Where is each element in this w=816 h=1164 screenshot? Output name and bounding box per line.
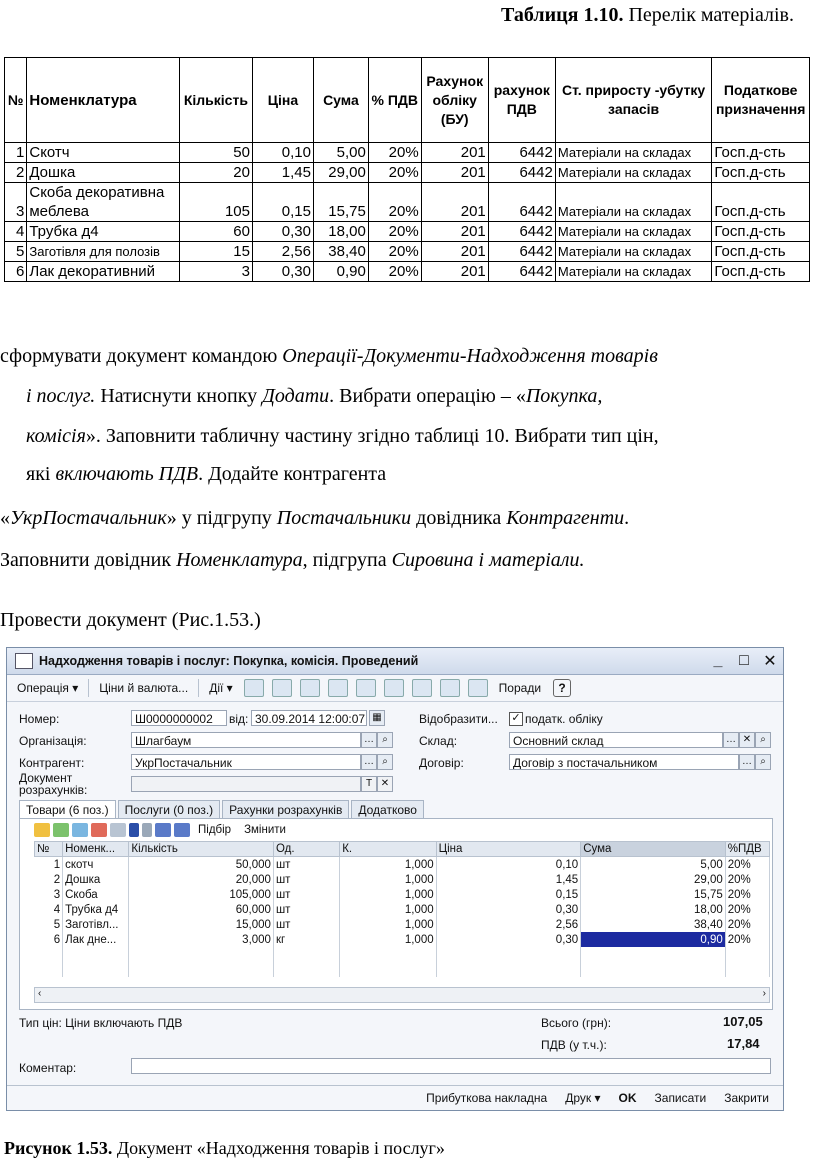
grid-header-row — [35, 842, 770, 857]
grid-cell[interactable]: 3,000 — [129, 932, 274, 947]
materials-row — [5, 183, 810, 222]
materials-cell: 20 — [179, 163, 252, 183]
window-titlebar — [7, 648, 783, 675]
print-menu[interactable]: Друк ▾ — [565, 1091, 601, 1105]
grid-cell[interactable]: 1,000 — [340, 872, 436, 887]
mt-h4: Сума — [313, 58, 368, 143]
contract-search-icon[interactable]: ⌕ — [755, 754, 771, 770]
number-field[interactable]: Ш0000000002 — [131, 710, 227, 726]
end-edit-icon[interactable] — [110, 823, 126, 837]
create-based-icon[interactable] — [384, 679, 404, 697]
grid-cell[interactable]: 0,90 — [581, 932, 726, 947]
mt-h9: Податкове призначення — [712, 58, 810, 143]
text: » у підгрупу — [166, 507, 277, 529]
grid-cell[interactable]: 3 — [35, 887, 63, 902]
gh-nom[interactable]: Номенк... — [63, 842, 129, 857]
materials-cell: Заготівля для полозів — [27, 242, 179, 262]
materials-cell: 18,00 — [313, 222, 368, 242]
grid-cell[interactable]: скотч — [63, 857, 129, 873]
horizontal-scrollbar[interactable] — [34, 987, 770, 1003]
contractor-field[interactable]: УкрПостачальник — [131, 754, 361, 770]
materials-cell: 6442 — [488, 262, 555, 282]
materials-cell: Скотч — [27, 143, 179, 163]
materials-cell: 3 — [5, 183, 27, 222]
materials-row — [5, 163, 810, 183]
materials-cell: 6442 — [488, 163, 555, 183]
materials-cell: 20% — [368, 163, 421, 183]
materials-cell: Трубка д4 — [27, 222, 179, 242]
contract-select-button[interactable]: … — [739, 754, 755, 770]
materials-cell: 3 — [179, 262, 252, 282]
materials-cell: 50 — [179, 143, 252, 163]
settlement-type-icon[interactable]: T — [361, 776, 377, 792]
materials-cell: Лак декоративний — [27, 262, 179, 282]
text: « — [0, 507, 10, 529]
text: Покупка, — [525, 385, 603, 407]
text: Сировина і матеріали. — [391, 549, 585, 571]
contract-label: Договір: — [419, 756, 464, 770]
grid-cell[interactable]: шт — [273, 857, 339, 873]
settlement-doc-field[interactable] — [131, 776, 361, 792]
tab-settlement-accounts[interactable]: Рахунки розрахунків — [222, 800, 349, 819]
materials-table — [4, 57, 810, 282]
materials-cell: 201 — [421, 143, 488, 163]
mt-h5: % ПДВ — [368, 58, 421, 143]
grid-empty-row — [35, 962, 770, 977]
operation-menu[interactable]: Операція ▾ — [17, 681, 79, 695]
grid-row[interactable] — [35, 902, 770, 917]
materials-cell: Матеріали на складах — [555, 262, 712, 282]
materials-cell: 1 — [5, 143, 27, 163]
grid-cell[interactable]: 0,10 — [436, 857, 581, 873]
materials-row — [5, 222, 810, 242]
vat-label: ПДВ (у т.ч.): — [541, 1038, 607, 1052]
gh-no[interactable]: № — [35, 842, 63, 857]
figure-caption-text: Документ «Надходження товарів і послуг» — [116, 1138, 445, 1158]
materials-row — [5, 143, 810, 163]
grid-cell[interactable]: 2 — [35, 872, 63, 887]
warehouse-search-icon[interactable]: ⌕ — [755, 732, 771, 748]
materials-cell: 20% — [368, 262, 421, 282]
grid-row[interactable] — [35, 932, 770, 947]
text: . Додайте контрагента — [198, 463, 387, 485]
materials-cell: Госп.д-сть — [712, 183, 810, 222]
settle-l2: розрахунків: — [19, 783, 88, 797]
text: Заповнити довідник — [0, 549, 177, 571]
add-row-icon[interactable] — [34, 823, 50, 837]
warehouse-field[interactable]: Основний склад — [509, 732, 723, 748]
receipt-invoice-button[interactable]: Прибуткова накладна — [426, 1091, 548, 1105]
reflect-label: Відобразити... — [419, 712, 498, 726]
tax-accounting-label: податк. обліку — [525, 712, 603, 726]
text: і послуг. — [26, 385, 96, 407]
materials-cell: 201 — [421, 163, 488, 183]
materials-cell: 6442 — [488, 143, 555, 163]
grid-row[interactable] — [35, 887, 770, 902]
warehouse-label: Склад: — [419, 734, 458, 748]
grid-cell[interactable]: 0,30 — [436, 932, 581, 947]
structure-icon[interactable] — [328, 679, 348, 697]
organization-label: Організація: — [19, 734, 87, 748]
grid-cell[interactable]: 20% — [725, 857, 769, 873]
comment-label: Коментар: — [19, 1061, 77, 1075]
materials-cell: 201 — [421, 183, 488, 222]
materials-cell: 6442 — [488, 222, 555, 242]
materials-cell: 4 — [5, 222, 27, 242]
mt-h6: Рахунок обліку (БУ) — [421, 58, 488, 143]
materials-row — [5, 262, 810, 282]
bottom-toolbar — [7, 1085, 783, 1110]
figure-caption — [4, 1138, 445, 1159]
grid-cell[interactable]: 38,40 — [581, 917, 726, 932]
tips-label: Поради — [498, 681, 542, 695]
materials-header-row — [5, 58, 810, 143]
grid-cell[interactable]: 1 — [35, 857, 63, 873]
materials-cell: 20% — [368, 183, 421, 222]
save-button[interactable]: Записати — [654, 1091, 707, 1105]
vat-value: 17,84 — [727, 1036, 760, 1051]
materials-cell: 6442 — [488, 242, 555, 262]
report-icon[interactable] — [440, 679, 460, 697]
instruction-line-2 — [0, 378, 816, 414]
grid-toolbar — [20, 819, 772, 841]
organization-search-icon[interactable]: ⌕ — [377, 732, 393, 748]
materials-cell: 60 — [179, 222, 252, 242]
materials-cell: 201 — [421, 242, 488, 262]
document-window — [6, 647, 784, 1111]
actions-menu[interactable]: Дії ▾ — [209, 681, 233, 695]
maximize-button[interactable]: □ — [739, 652, 749, 669]
grid-cell[interactable]: 20% — [725, 872, 769, 887]
tab-additional[interactable]: Додатково — [351, 800, 424, 819]
document-icon — [15, 653, 33, 669]
grid-cell[interactable]: 20% — [725, 902, 769, 917]
grid-cell[interactable]: 1,000 — [340, 887, 436, 902]
tab-strip — [19, 800, 426, 819]
filter-icon[interactable] — [468, 679, 488, 697]
total-label: Всього (грн): — [541, 1016, 612, 1030]
grid-cell[interactable]: шт — [273, 887, 339, 902]
text: ». Заповнити табличну частину згідно таблиці 10. Вибрати тип цін, — [85, 425, 659, 447]
table-caption-text: Перелік матеріалів. — [628, 4, 794, 26]
materials-cell: Матеріали на складах — [555, 183, 712, 222]
grid-cell[interactable]: 2,56 — [436, 917, 581, 932]
materials-cell: Матеріали на складах — [555, 143, 712, 163]
materials-cell: Матеріали на складах — [555, 163, 712, 183]
grid-cell[interactable]: 1,000 — [340, 917, 436, 932]
text: Додати — [262, 385, 330, 407]
gh-unit[interactable]: Од. — [273, 842, 339, 857]
pick-button[interactable]: Підбір — [198, 824, 232, 836]
grid-cell[interactable]: 1,000 — [340, 902, 436, 917]
grid-cell[interactable]: шт — [273, 872, 339, 887]
materials-cell: 2,56 — [252, 242, 313, 262]
grid-row[interactable] — [35, 917, 770, 932]
gh-qty[interactable]: Кількість — [129, 842, 274, 857]
materials-cell: Госп.д-сть — [712, 242, 810, 262]
grid-empty-row — [35, 947, 770, 962]
sort-asc-icon[interactable] — [155, 823, 171, 837]
text: , підгрупа — [302, 549, 392, 571]
grid-cell[interactable]: 0,15 — [436, 887, 581, 902]
instruction-line-4 — [0, 456, 816, 492]
grid-cell[interactable]: 20% — [725, 917, 769, 932]
materials-cell: 15 — [179, 242, 252, 262]
instruction-paragraph-2 — [0, 500, 808, 536]
grid-cell[interactable]: 20% — [725, 932, 769, 947]
text: сформувати документ командою — [0, 345, 283, 367]
post-icon[interactable] — [272, 679, 292, 697]
materials-cell: 0,30 — [252, 222, 313, 242]
back-arrow-icon[interactable] — [244, 679, 264, 697]
materials-cell: Матеріали на складах — [555, 222, 712, 242]
materials-cell: Матеріали на складах — [555, 242, 712, 262]
grid-cell[interactable]: 29,00 — [581, 872, 726, 887]
warehouse-select-button[interactable]: … — [723, 732, 739, 748]
comment-field[interactable] — [131, 1058, 771, 1074]
move-down-icon[interactable] — [142, 823, 152, 837]
grid-cell[interactable]: Дошка — [63, 872, 129, 887]
materials-cell: 0,15 — [252, 183, 313, 222]
grid-cell[interactable]: 1,000 — [340, 932, 436, 947]
text: Постачальники — [276, 507, 412, 529]
grid-cell[interactable]: 60,000 — [129, 902, 274, 917]
instruction-paragraph-1 — [0, 338, 808, 374]
grid-cell[interactable]: 1,000 — [340, 857, 436, 873]
text: . — [624, 507, 630, 529]
mt-h2: Кількість — [179, 58, 252, 143]
text: Номенклатура — [176, 549, 303, 571]
prices-currency-button[interactable]: Ціни й валюта... — [99, 681, 189, 695]
mt-h3: Ціна — [252, 58, 313, 143]
materials-cell: Госп.д-сть — [712, 262, 810, 282]
change-button[interactable]: Змінити — [244, 824, 286, 836]
grid-cell[interactable]: 4 — [35, 902, 63, 917]
materials-cell: 0,90 — [313, 262, 368, 282]
text: . Вибрати операцію – « — [329, 385, 526, 407]
figure-caption-label: Рисунок 1.53. — [4, 1138, 113, 1158]
table-caption-label: Таблиця 1.10. — [501, 4, 624, 26]
instruction-paragraph-4: Провести документ (Рис.1.53.) — [0, 609, 261, 631]
date-from-label: від: — [229, 712, 249, 726]
grid-cell[interactable]: 15,000 — [129, 917, 274, 932]
materials-row — [5, 242, 810, 262]
contractor-select-button[interactable]: … — [361, 754, 377, 770]
copy-row-icon[interactable] — [53, 823, 69, 837]
grid-cell[interactable]: 50,000 — [129, 857, 274, 873]
tab-goods[interactable]: Товари (6 поз.) — [19, 800, 116, 819]
tab-services[interactable]: Послуги (0 поз.) — [118, 800, 221, 819]
total-value: 107,05 — [723, 1014, 763, 1029]
mt-h1: Номенклатура — [27, 58, 179, 143]
contractor-search-icon[interactable]: ⌕ — [377, 754, 393, 770]
main-toolbar — [7, 675, 783, 702]
materials-cell: 20% — [368, 222, 421, 242]
text: Контрагенти — [506, 507, 625, 529]
gh-coef[interactable]: К. — [340, 842, 436, 857]
materials-cell: 0,10 — [252, 143, 313, 163]
grid-cell[interactable]: 15,75 — [581, 887, 726, 902]
materials-cell: 2 — [5, 163, 27, 183]
materials-cell: 5 — [5, 242, 27, 262]
materials-cell: 20% — [368, 143, 421, 163]
instruction-line-3 — [0, 418, 816, 454]
materials-cell: 1,45 — [252, 163, 313, 183]
calendar-icon[interactable]: ▦ — [369, 710, 385, 726]
goods-grid — [34, 841, 770, 977]
table-caption — [501, 4, 794, 27]
mt-h8: Ст. приросту -убутку запасів — [555, 58, 712, 143]
materials-cell: 201 — [421, 222, 488, 242]
grid-cell[interactable]: шт — [273, 917, 339, 932]
materials-cell: Дошка — [27, 163, 179, 183]
warehouse-clear-icon[interactable]: ✕ — [739, 732, 755, 748]
move-up-icon[interactable] — [129, 823, 139, 837]
window-title: Надходження товарів і послуг: Покупка, комісія. Проведений — [39, 654, 419, 668]
settlement-clear-icon[interactable]: ✕ — [377, 776, 393, 792]
materials-cell: 5,00 — [313, 143, 368, 163]
materials-cell: 20% — [368, 242, 421, 262]
close-window-button[interactable]: ✕ — [763, 653, 777, 670]
gh-sum[interactable]: Сума — [581, 842, 726, 857]
materials-cell: 15,75 — [313, 183, 368, 222]
text: довідника — [411, 507, 507, 529]
tax-accounting-checkbox[interactable]: ✓ — [509, 712, 523, 726]
ok-button[interactable]: OK — [618, 1091, 637, 1105]
scroll-left-icon[interactable]: ‹ — [38, 988, 42, 999]
materials-cell: 201 — [421, 262, 488, 282]
mt-h0: № — [5, 58, 27, 143]
materials-cell: 6 — [5, 262, 27, 282]
materials-cell: 29,00 — [313, 163, 368, 183]
text: Натиснути кнопку — [95, 385, 263, 407]
grid-cell[interactable]: кг — [273, 932, 339, 947]
text: УкрПостачальник — [10, 507, 167, 529]
text: комісія — [26, 425, 86, 447]
grid-cell[interactable]: 5 — [35, 917, 63, 932]
help-icon[interactable]: ? — [553, 679, 571, 697]
grid-row[interactable] — [35, 872, 770, 887]
organization-field[interactable]: Шлагбаум — [131, 732, 361, 748]
number-label: Номер: — [19, 712, 60, 726]
movements-icon[interactable] — [412, 679, 432, 697]
materials-cell: Госп.д-сть — [712, 163, 810, 183]
grid-cell[interactable]: 18,00 — [581, 902, 726, 917]
gh-vat[interactable]: %ПДВ — [725, 842, 769, 857]
sort-desc-icon[interactable] — [174, 823, 190, 837]
grid-cell[interactable]: Скоба — [63, 887, 129, 902]
tips-button[interactable] — [493, 678, 547, 698]
price-type-link[interactable]: Тип цін: Ціни включають ПДВ — [19, 1016, 183, 1030]
grid-cell[interactable]: 6 — [35, 932, 63, 947]
text: включають ПДВ — [55, 463, 199, 485]
minimize-button[interactable]: _ — [713, 652, 723, 669]
grid-cell[interactable]: 20% — [725, 887, 769, 902]
gh-price[interactable]: Ціна — [436, 842, 581, 857]
grid-cell[interactable]: 1,45 — [436, 872, 581, 887]
grid-row[interactable] — [35, 857, 770, 873]
organization-select-button[interactable]: … — [361, 732, 377, 748]
edit-row-icon[interactable] — [72, 823, 88, 837]
close-button[interactable]: Закрити — [724, 1091, 769, 1105]
settlement-doc-label — [19, 772, 87, 796]
materials-cell: Госп.д-сть — [712, 222, 810, 242]
scroll-right-icon[interactable]: › — [762, 988, 766, 999]
grid-cell[interactable]: Лак дне... — [63, 932, 129, 947]
grid-cell[interactable]: шт — [273, 902, 339, 917]
grid-cell[interactable]: 5,00 — [581, 857, 726, 873]
contractor-label: Контрагент: — [19, 756, 85, 770]
delete-row-icon[interactable] — [91, 823, 107, 837]
mt-h7: рахунок ПДВ — [488, 58, 555, 143]
grid-cell[interactable]: Трубка д4 — [63, 902, 129, 917]
grid-cell[interactable]: Заготівл... — [63, 917, 129, 932]
date-field[interactable]: 30.09.2014 12:00:07 — [251, 710, 367, 726]
grid-cell[interactable]: 20,000 — [129, 872, 274, 887]
delete-mark-icon[interactable] — [356, 679, 376, 697]
materials-cell: 105 — [179, 183, 252, 222]
materials-cell: Госп.д-сть — [712, 143, 810, 163]
settle-l1: Документ — [19, 771, 73, 785]
unpost-icon[interactable] — [300, 679, 320, 697]
grid-cell[interactable]: 0,30 — [436, 902, 581, 917]
goods-tab-panel — [19, 818, 773, 1010]
materials-cell: 0,30 — [252, 262, 313, 282]
materials-cell: 6442 — [488, 183, 555, 222]
document-header-form — [7, 702, 783, 802]
text: які — [26, 463, 56, 485]
materials-cell: 38,40 — [313, 242, 368, 262]
text: Операції-Документи-Надходження товарів — [282, 345, 658, 367]
grid-cell[interactable]: 105,000 — [129, 887, 274, 902]
materials-cell: Скоба декоративна меблева — [27, 183, 179, 222]
instruction-paragraph-3 — [0, 542, 808, 578]
contract-field[interactable]: Договір з постачальником — [509, 754, 739, 770]
